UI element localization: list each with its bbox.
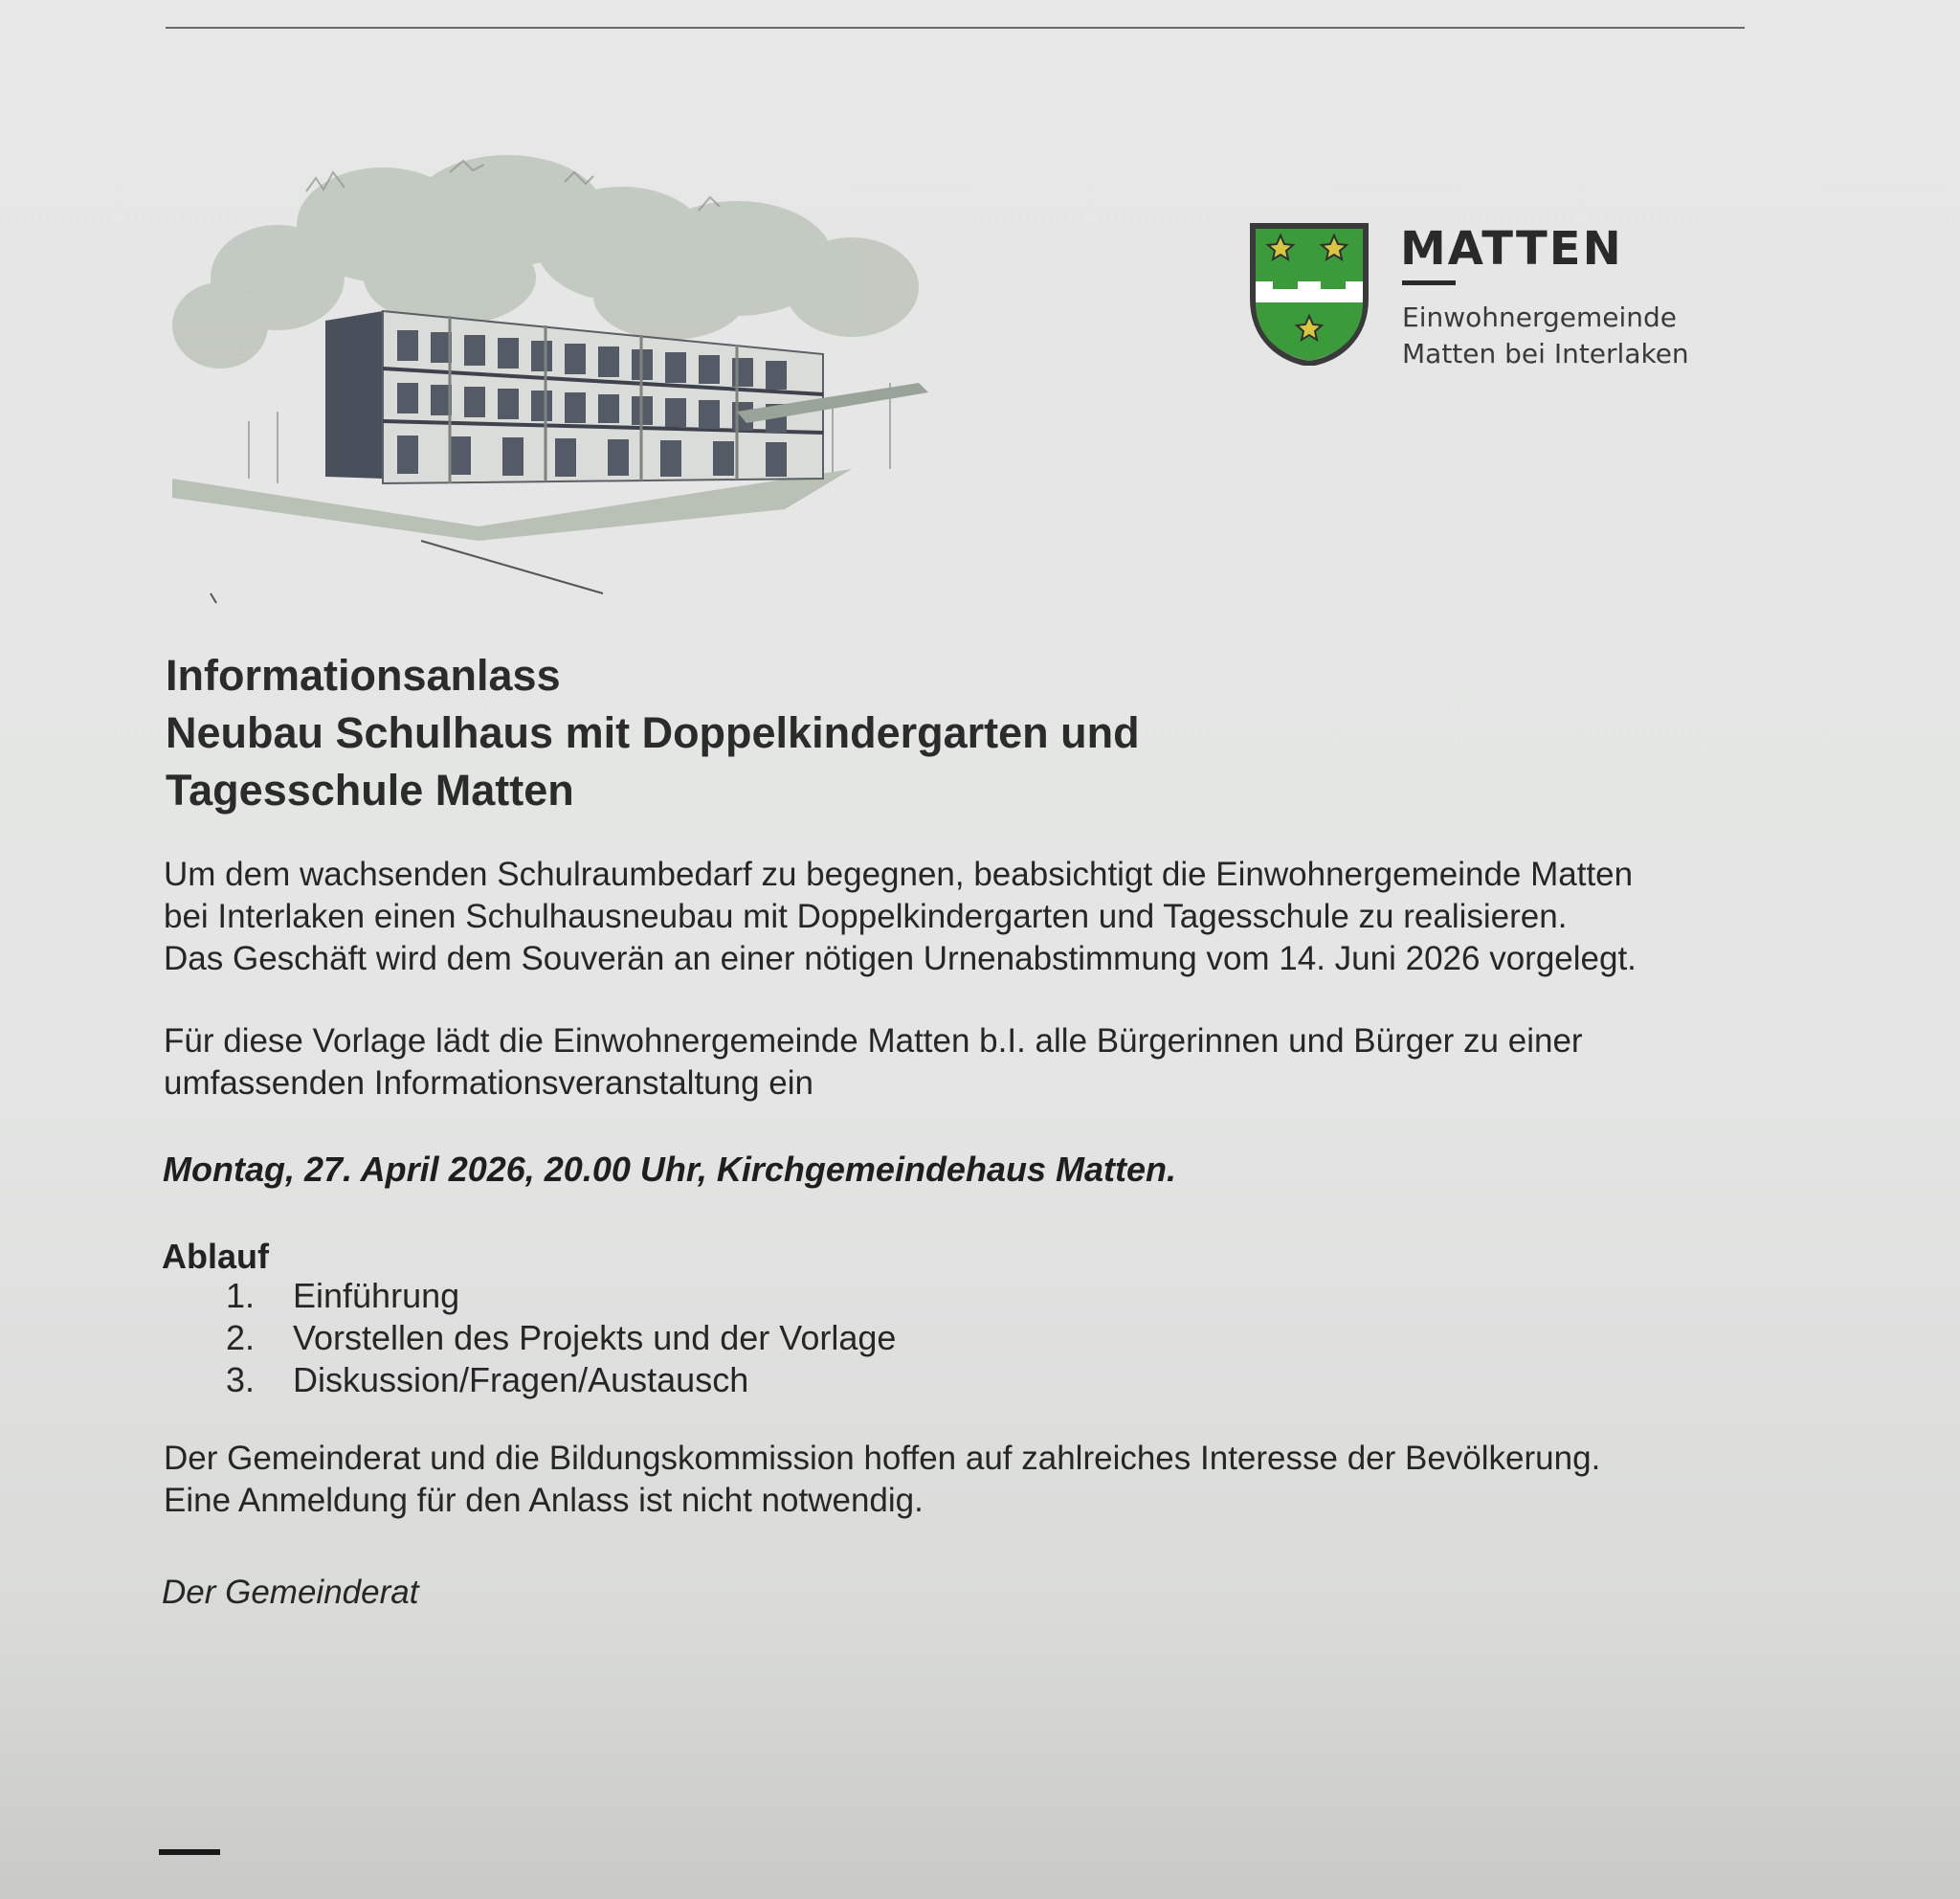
coat-of-arms-icon	[1249, 222, 1370, 366]
invitation-line-2: umfassenden Informationsveranstaltung ein	[164, 1064, 814, 1102]
event-details: Montag, 27. April 2026, 20.00 Uhr, Kirchgemeindehaus Matten.	[163, 1150, 1176, 1189]
closing-paragraph	[164, 1438, 1600, 1522]
list-item-label: Einführung	[293, 1276, 460, 1315]
title-line-2: Neubau Schulhaus mit Doppelkindergarten und	[166, 708, 1140, 757]
bottom-mark	[159, 1849, 220, 1855]
intro-line-2: bei Interlaken einen Schulhausneubau mit Doppelkindergarten und Tagesschule zu realisieren.	[164, 898, 1568, 935]
closing-line-1: Der Gemeinderat und die Bildungskommission hoffen auf zahlreiches Interesse der Bevölkerung.	[164, 1440, 1601, 1477]
title-line-1: Informationsanlass	[166, 651, 561, 700]
top-rule	[166, 27, 1745, 29]
school-building-sketch-icon	[163, 153, 957, 613]
list-item-label: Diskussion/Fragen/Austausch	[293, 1360, 749, 1399]
intro-paragraph	[164, 854, 1637, 980]
list-item-number: 3.	[226, 1360, 256, 1399]
municipality-logo	[1249, 222, 1747, 375]
invitation-paragraph	[164, 1020, 1583, 1105]
list-item-number: 1.	[226, 1276, 256, 1315]
list-item-number: 2.	[226, 1318, 256, 1357]
logo-divider	[1402, 280, 1456, 285]
title-line-3: Tagesschule Matten	[166, 766, 574, 815]
closing-line-2: Eine Anmeldung für den Anlass ist nicht notwendig.	[164, 1482, 924, 1519]
agenda-title: Ablauf	[162, 1237, 269, 1276]
page-title	[166, 647, 1140, 819]
intro-line-1: Um dem wachsenden Schulraumbedarf zu begegnen, beabsichtigt die Einwohnergemeinde Matten	[164, 856, 1634, 893]
list-item-label: Vorstellen des Projekts und der Vorlage	[293, 1318, 897, 1357]
invitation-line-1: Für diese Vorlage lädt die Einwohnergemeinde Matten b.I. alle Bürgerinnen und Bürger zu einer	[164, 1022, 1583, 1060]
logo-subtitle-line1: Einwohnergemeinde	[1402, 302, 1678, 333]
intro-line-3: Das Geschäft wird dem Souverän an einer nötigen Urnenabstimmung vom 14. Juni 2026 vorgelegt.	[164, 940, 1637, 977]
logo-subtitle-line2: Matten bei Interlaken	[1402, 338, 1689, 369]
logo-title: MATTEN	[1400, 222, 1623, 276]
signature: Der Gemeinderat	[162, 1574, 419, 1611]
